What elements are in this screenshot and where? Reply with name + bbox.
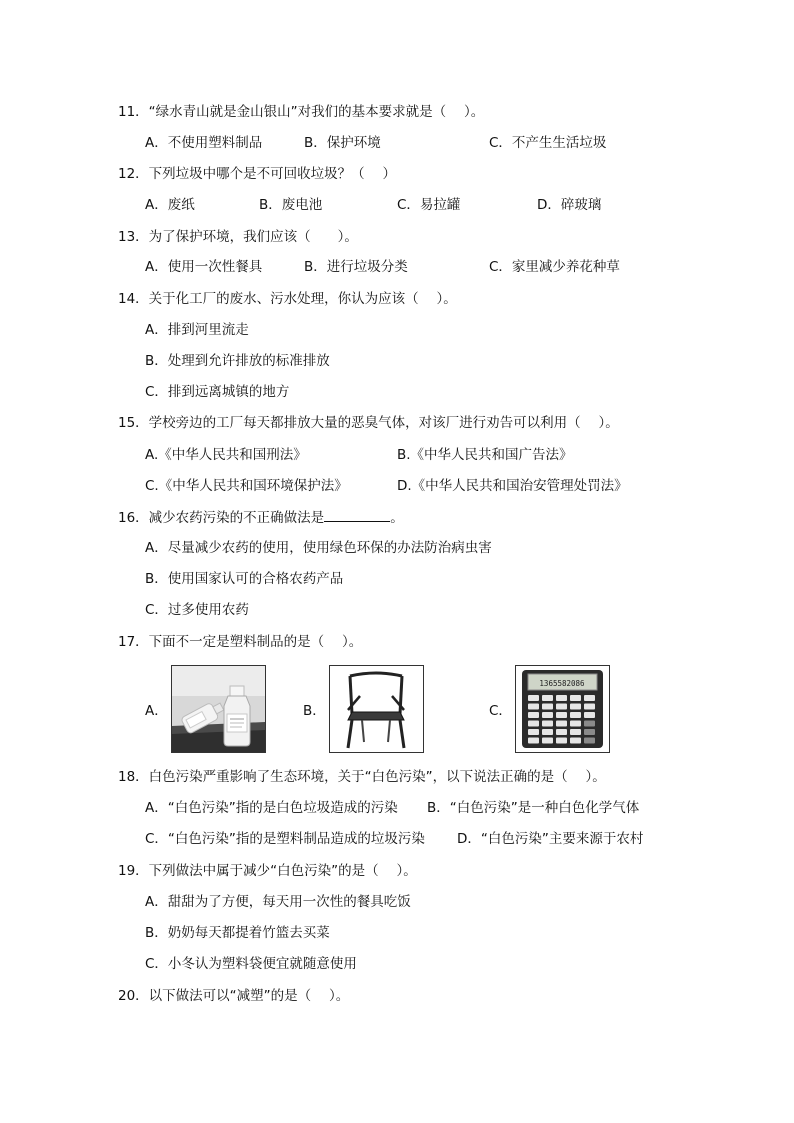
q18-option-d: D．“白色污染”主要来源于农村 — [457, 831, 644, 847]
calculator-key — [584, 712, 595, 718]
calculator-key — [570, 712, 581, 718]
q14-option-c: C．排到远离城镇的地方 — [145, 384, 290, 400]
calculator-key — [528, 721, 539, 727]
q15-option-c: C.《中华人民共和国环境保护法》 — [145, 478, 348, 494]
q13-option-b: B．进行垃圾分类 — [304, 259, 408, 275]
calculator-image — [515, 665, 610, 753]
q19-option-c: C．小冬认为塑料袋便宜就随意使用 — [145, 956, 357, 972]
calculator-key — [542, 712, 553, 718]
plastic-bottles-icon — [172, 666, 265, 752]
q13-option-c: C．家里减少养花种草 — [489, 259, 620, 275]
question-15-stem: 15．学校旁边的工厂每天都排放大量的恶臭气体，对该厂进行劝告可以利用（ ）。 — [118, 415, 619, 431]
answer-blank[interactable] — [324, 508, 390, 522]
question-11-stem: 11．“绿水青山就是金山银山”对我们的基本要求就是（ ）。 — [118, 104, 485, 120]
calculator-key — [542, 721, 553, 727]
calculator-key — [570, 721, 581, 727]
chair-image — [329, 665, 424, 753]
q19-option-b: B．奶奶每天都提着竹篮去买菜 — [145, 925, 330, 941]
q13-option-a: A．使用一次性餐具 — [145, 259, 263, 275]
q16-option-b: B．使用国家认可的合格农药产品 — [145, 571, 344, 587]
q18-option-c: C．“白色污染”指的是塑料制品造成的垃圾污染 — [145, 831, 425, 847]
q18-option-b: B．“白色污染”是一种白色化学气体 — [427, 800, 640, 816]
q17-option-b: B． — [303, 703, 326, 719]
calculator-display: 1365582086 — [539, 679, 585, 688]
question-20-stem: 20．以下做法可以“减塑”的是（ ）。 — [118, 988, 350, 1004]
question-19-stem: 19．下列做法中属于减少“白色污染”的是（ ）。 — [118, 863, 417, 879]
calculator-key — [584, 729, 595, 735]
calculator-key — [556, 738, 567, 744]
q15-option-b: B.《中华人民共和国广告法》 — [397, 447, 573, 463]
calculator-key — [584, 738, 595, 744]
question-16-stem — [118, 508, 404, 527]
calculator-key — [542, 704, 553, 710]
q11-option-b: B．保护环境 — [304, 135, 381, 151]
q14-option-b: B．处理到允许排放的标准排放 — [145, 353, 330, 369]
q18-option-a: A．“白色污染”指的是白色垃圾造成的污染 — [145, 800, 398, 816]
calculator-key — [528, 695, 539, 701]
calculator-key — [570, 729, 581, 735]
calculator-key — [584, 704, 595, 710]
q16-option-a: A．尽量减少农药的使用，使用绿色环保的办法防治病虫害 — [145, 540, 492, 556]
calculator-key — [542, 695, 553, 701]
chair-icon — [330, 666, 423, 752]
q15-option-a: A.《中华人民共和国刑法》 — [145, 447, 307, 463]
question-17-stem: 17．下面不一定是塑料制品的是（ ）。 — [118, 634, 363, 650]
q19-option-a: A．甜甜为了方便，每天用一次性的餐具吃饭 — [145, 894, 411, 910]
calculator-key — [542, 738, 553, 744]
question-12-stem: 12．下列垃圾中哪个是不可回收垃圾？（ ） — [118, 166, 396, 182]
calculator-key — [570, 738, 581, 744]
calculator-key — [570, 704, 581, 710]
calculator-key — [528, 729, 539, 735]
calculator-key — [556, 729, 567, 735]
q12-option-d: D．碎玻璃 — [537, 197, 602, 213]
calculator-key — [528, 738, 539, 744]
calculator-key — [556, 712, 567, 718]
calculator-key — [556, 695, 567, 701]
calculator-key — [556, 704, 567, 710]
q17-option-c: C． — [489, 703, 512, 719]
calculator-key — [528, 704, 539, 710]
q14-option-a: A．排到河里流走 — [145, 322, 249, 338]
calculator-icon — [516, 666, 609, 752]
bottles-image — [171, 665, 266, 753]
calculator-key — [556, 721, 567, 727]
q12-option-b: B．废电池 — [259, 197, 323, 213]
q15-option-d: D.《中华人民共和国治安管理处罚法》 — [397, 478, 628, 494]
q12-option-a: A．废纸 — [145, 197, 195, 213]
q17-option-a: A． — [145, 703, 168, 719]
calculator-key — [584, 695, 595, 701]
calculator-key — [542, 729, 553, 735]
question-13-stem: 13．为了保护环境，我们应该（ ）。 — [118, 229, 358, 245]
q11-option-c: C．不产生生活垃圾 — [489, 135, 607, 151]
q16-stem-text: 16．减少农药污染的不正确做法是 — [118, 510, 325, 526]
q11-option-a: A．不使用塑料制品 — [145, 135, 263, 151]
question-18-stem: 18．白色污染严重影响了生态环境，关于“白色污染”，以下说法正确的是（ ）。 — [118, 769, 606, 785]
q16-stem-end: 。 — [390, 510, 404, 526]
q16-option-c: C．过多使用农药 — [145, 602, 249, 618]
calculator-key — [528, 712, 539, 718]
calculator-key — [584, 721, 595, 727]
calculator-key — [570, 695, 581, 701]
q12-option-c: C．易拉罐 — [397, 197, 461, 213]
question-14-stem: 14．关于化工厂的废水、污水处理，你认为应该（ ）。 — [118, 291, 457, 307]
